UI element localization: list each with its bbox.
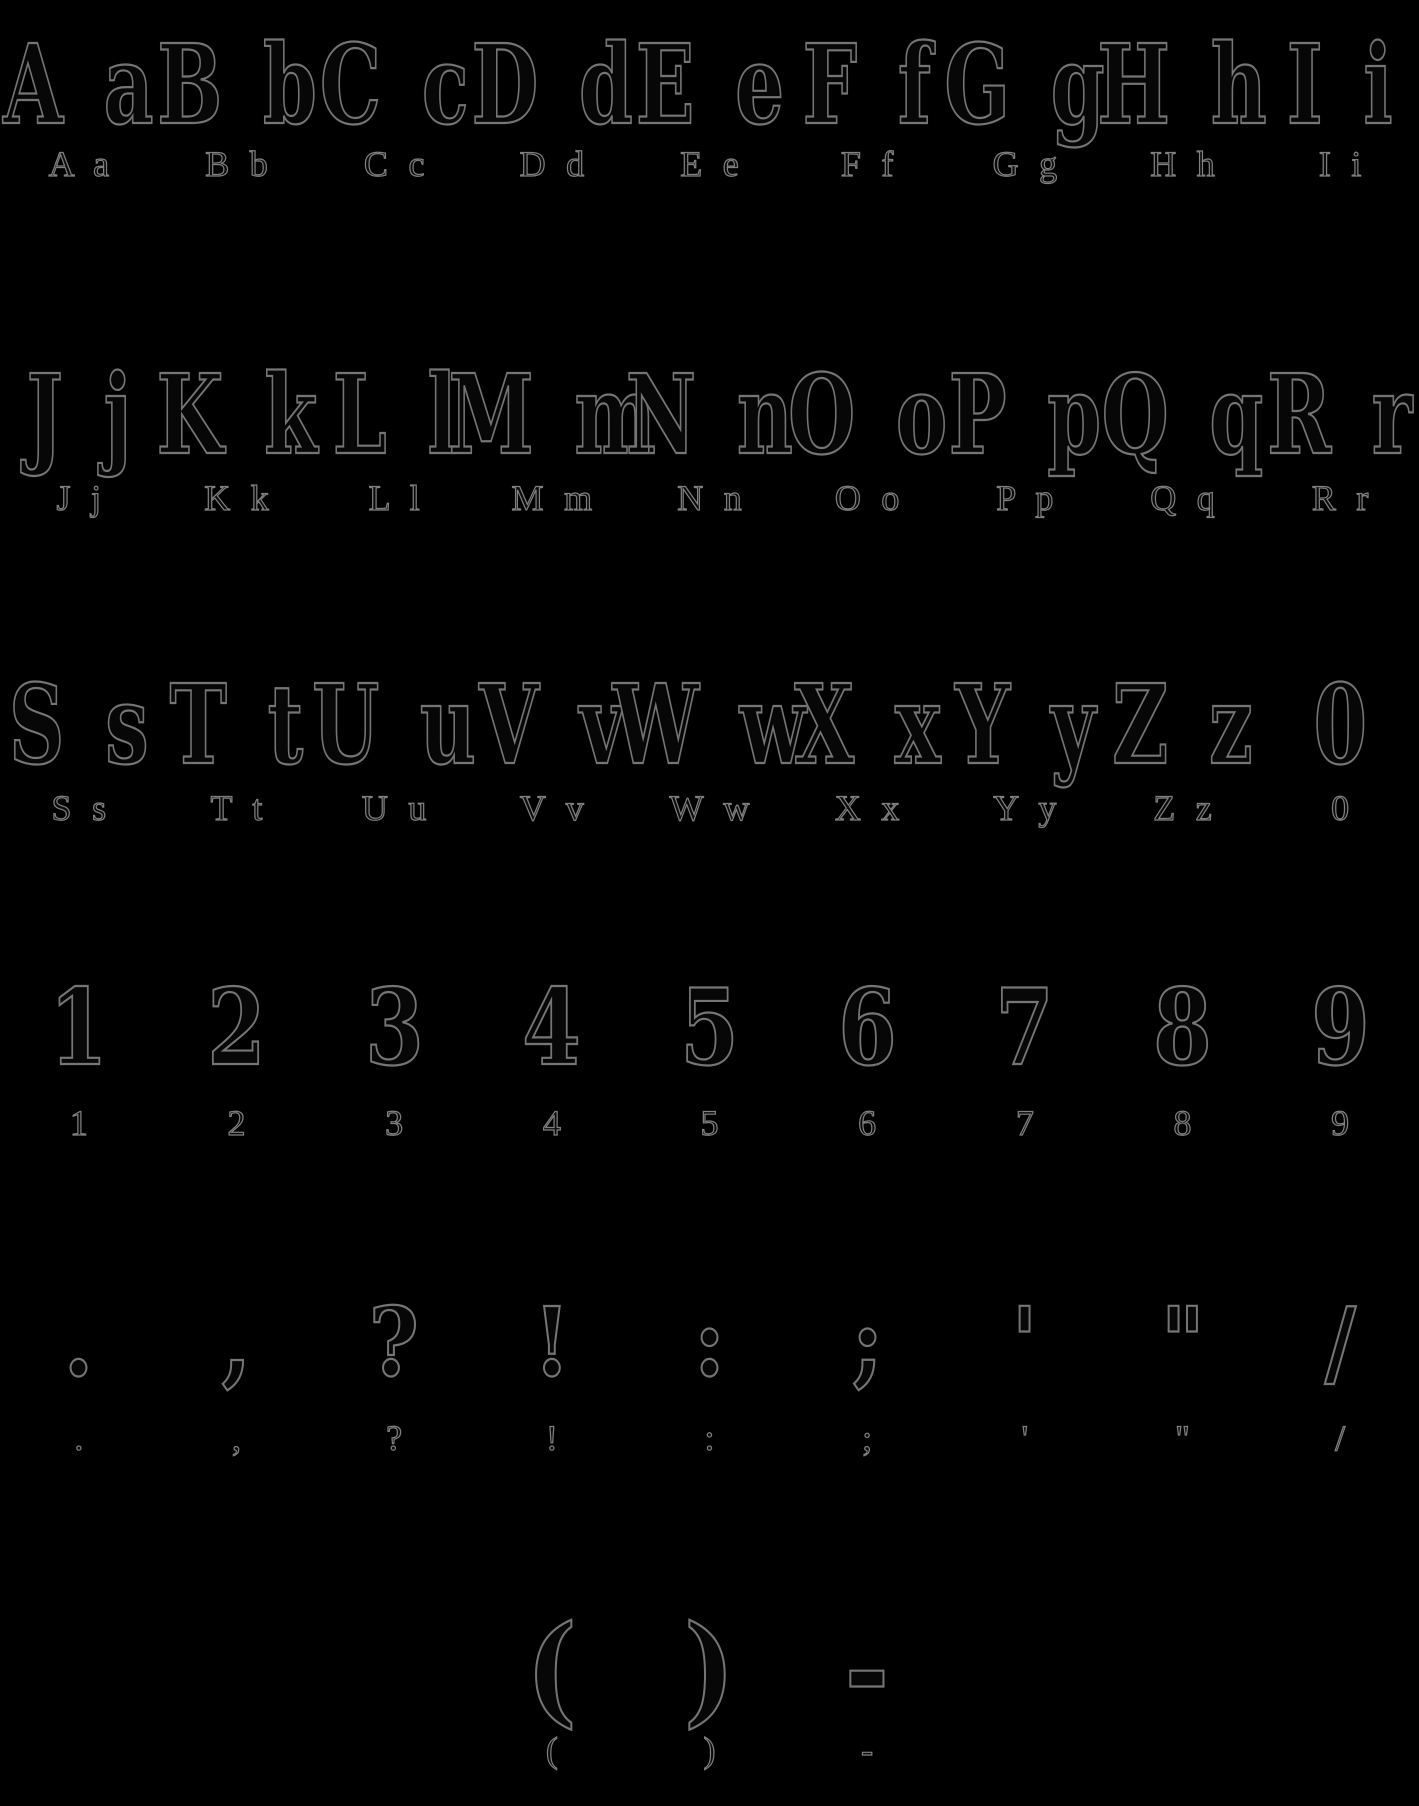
blackletter-glyph: , [221,1287,252,1398]
blackletter-glyph: 4 [522,965,582,1089]
blackletter-glyph: : [693,1287,726,1398]
specimen-cell [946,920,1104,1250]
blackletter-glyph: B b [156,20,317,149]
caption-label: 5 [700,1103,719,1143]
caption-label: U u [361,788,427,828]
caption-label: . [74,1418,84,1458]
blackletter-glyph: Y y [954,660,1096,789]
specimen-row-letters-j-r [0,280,1419,590]
blackletter-glyph: V v [479,660,625,789]
blackletter-glyph: ? [369,1287,420,1398]
caption-label: F f [840,144,894,184]
specimen-cell [158,0,316,280]
blackletter-glyph: A a [3,20,154,149]
specimen-cell [0,0,158,280]
specimen-cell [788,920,946,1250]
caption-label: ) [703,1730,716,1770]
blackletter-glyph: C c [319,20,469,149]
blackletter-glyph: Q q [1101,350,1264,479]
caption-label: B b [205,144,268,184]
specimen-cell [473,920,631,1250]
specimen-cell [315,0,473,280]
specimen-cell [1097,0,1268,280]
specimen-cell [631,920,789,1250]
caption-label: ( [545,1730,558,1770]
caption-label: ; [862,1418,873,1458]
specimen-cell [158,920,316,1250]
caption-label: 8 [1173,1103,1192,1143]
specimen-cell [158,280,316,590]
blackletter-glyph: S s [9,660,149,789]
blackletter-glyph: I i [1287,20,1394,149]
blackletter-glyph: 8 [1153,965,1212,1089]
specimen-cell [946,0,1104,280]
specimen-cell [315,920,473,1250]
specimen-cell [946,1250,1104,1580]
specimen-cell [631,1580,789,1806]
caption-label: 0 [1331,788,1350,828]
blackletter-glyph: L l [332,350,457,479]
caption-label: M m [511,478,593,518]
caption-label: ' [1021,1418,1029,1458]
caption-label: K k [204,478,269,518]
specimen-cell [1104,920,1262,1250]
caption-label: Z z [1153,788,1212,828]
blackletter-glyph: " [1160,1287,1205,1398]
specimen-cell [473,1250,631,1580]
blackletter-glyph: / [1324,1287,1356,1398]
blackletter-glyph: P p [948,350,1102,479]
blackletter-glyph: G g [944,20,1105,149]
specimen-row-brackets [0,1580,1419,1806]
caption-label: D d [519,144,585,184]
blackletter-glyph: M m [448,350,656,479]
blackletter-glyph: X x [794,660,941,789]
specimen-cell [788,0,946,280]
caption-label: - [861,1730,874,1770]
specimen-cell [1261,920,1419,1250]
specimen-row-punctuation [0,1250,1419,1580]
caption-label: H h [1150,144,1215,184]
caption-label: A a [48,144,110,184]
blackletter-glyph: ( [526,1599,578,1740]
caption-label: ! [545,1418,558,1458]
caption-label: I i [1318,144,1362,184]
specimen-cell [1261,590,1419,920]
caption-label: 7 [1015,1103,1034,1143]
specimen-cell [315,1250,473,1580]
specimen-row-digits [0,920,1419,1250]
blackletter-glyph: T t [169,660,304,789]
blackletter-glyph: 1 [49,965,109,1089]
caption-label: 1 [69,1103,88,1143]
blackletter-glyph: F f [802,20,932,149]
blackletter-glyph: ! [533,1287,571,1398]
caption-label: 9 [1331,1103,1350,1143]
caption-label: T t [210,788,263,828]
caption-label: " [1175,1418,1190,1458]
caption-label: Y y [993,788,1057,828]
caption-label: R r [1311,478,1369,518]
specimen-row-letters-s-z-zero [0,590,1419,920]
blackletter-glyph: R r [1267,350,1413,479]
caption-label: , [231,1418,241,1458]
caption-label: L l [368,478,420,518]
specimen-cell [946,590,1104,920]
specimen-cell [788,1580,946,1806]
caption-label: S s [51,788,107,828]
specimen-cell [1261,280,1419,590]
specimen-cell [0,920,158,1250]
blackletter-glyph: Z z [1112,660,1253,789]
specimen-cell [158,1250,316,1580]
specimen-cell [1104,590,1262,920]
blackletter-glyph: K k [156,350,317,479]
caption-label: O o [834,478,900,518]
specimen-cell [1261,1250,1419,1580]
caption-label: 4 [542,1103,561,1143]
blackletter-glyph: ' [1011,1287,1038,1398]
specimen-cell [788,1250,946,1580]
specimen-cell [0,1250,158,1580]
blackletter-glyph: ; [851,1287,883,1398]
specimen-row-letters-a-i [0,0,1419,280]
caption-label: W w [669,788,750,828]
blackletter-glyph: E e [635,20,784,149]
caption-label: P p [996,478,1054,518]
specimen-cell [1261,0,1419,280]
blackletter-glyph: H h [1097,20,1268,149]
blackletter-glyph: 3 [364,965,424,1089]
caption-label: E e [680,144,739,184]
blackletter-glyph: W w [612,660,807,789]
specimen-cell [1104,1250,1262,1580]
caption-label: X x [834,788,900,828]
specimen-cell [473,1580,631,1806]
blackletter-glyph: U u [312,660,477,789]
specimen-cell [0,590,158,920]
blackletter-glyph: 7 [995,965,1055,1089]
blackletter-glyph: N n [625,350,794,479]
caption-label: C c [363,144,425,184]
blackletter-glyph: ) [683,1599,736,1740]
blackletter-glyph: 0 [1313,660,1367,789]
caption-label: N n [677,478,742,518]
blackletter-glyph: 5 [680,965,739,1089]
specimen-cell [788,590,946,920]
blackletter-glyph: . [63,1287,94,1398]
blackletter-glyph: 2 [207,965,266,1089]
blackletter-glyph: 6 [837,965,897,1089]
blackletter-glyph: 9 [1310,965,1370,1089]
caption-label: J j [56,478,102,518]
blackletter-glyph: - [844,1599,890,1740]
specimen-cell [631,0,789,280]
blackletter-glyph: O o [787,350,947,479]
caption-label: ? [386,1418,403,1458]
blackletter-glyph: J j [26,350,132,479]
caption-label: G g [992,144,1058,184]
caption-label: 6 [858,1103,877,1143]
caption-label: Q q [1150,478,1215,518]
specimen-cell [473,0,631,280]
caption-label: 2 [227,1103,246,1143]
blackletter-glyph: D d [471,20,633,149]
caption-label: / [1335,1418,1346,1458]
specimen-cell [631,1250,789,1580]
caption-label: 3 [385,1103,404,1143]
caption-label: V v [519,788,584,828]
caption-label: : [704,1418,715,1458]
